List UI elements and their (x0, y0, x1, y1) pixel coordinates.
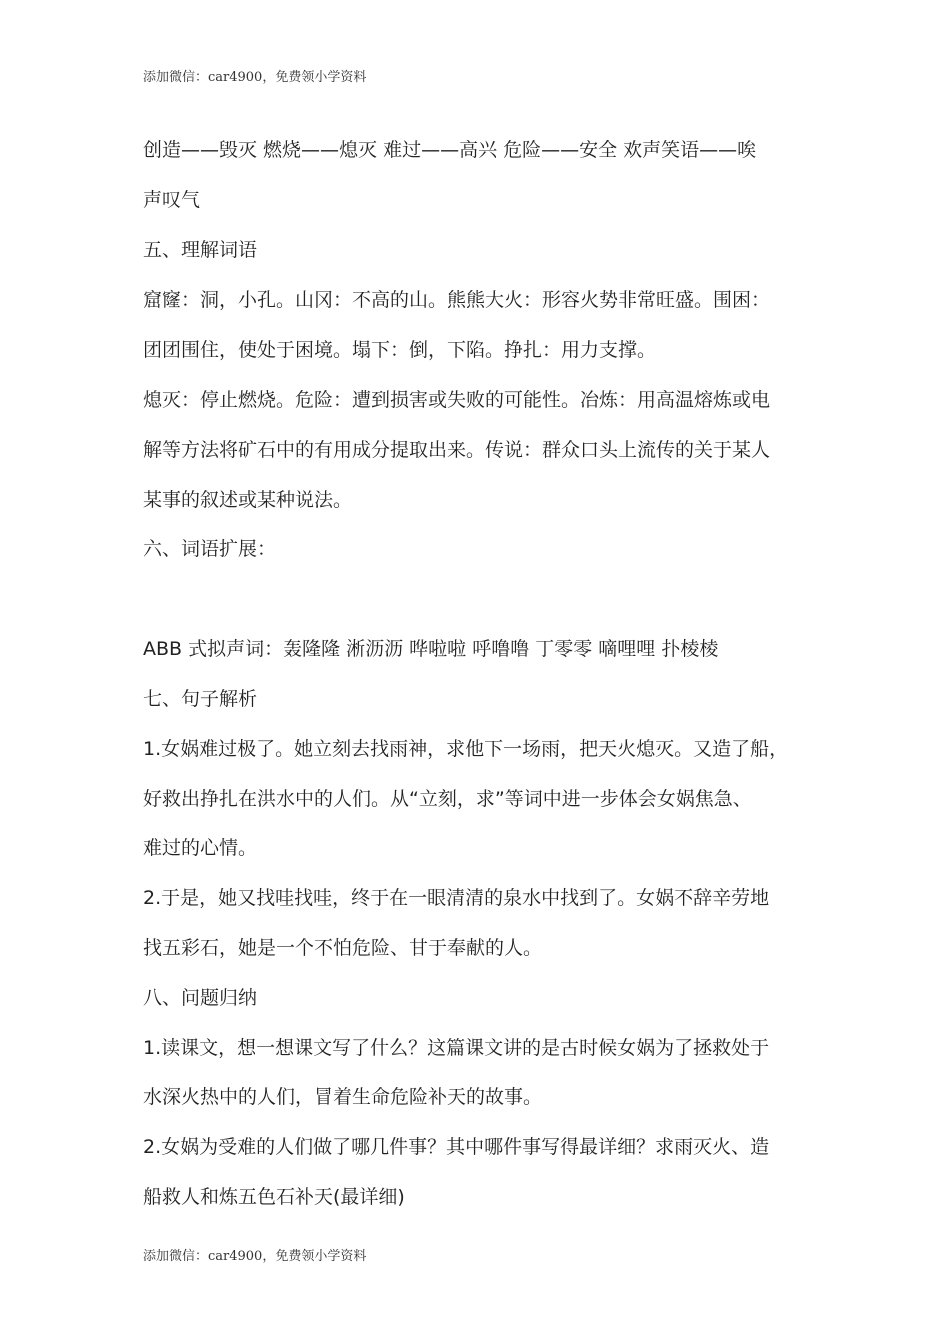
question-2-line-1: 2.女娲为受难的人们做了哪几件事？其中哪件事写得最详细？求雨灭火、造 (143, 1136, 770, 1158)
sentence-analysis-1-line-1: 1.女娲难过极了。她立刻去找雨神，求他下一场雨，把天火熄灭。又造了船， (143, 738, 789, 760)
word-definitions-line-4: 解等方法将矿石中的有用成分提取出来。传说：群众口头上流传的关于某人 (143, 439, 771, 461)
word-definitions-line-3: 熄灭：停止燃烧。危险：遭到损害或失败的可能性。冶炼：用高温熔炼或电 (143, 389, 771, 411)
page-header-note: 添加微信：car4900，免费领小学资料 (143, 70, 367, 85)
word-definitions-line-2: 团团围住，使处于困境。塌下：倒，下陷。挣扎：用力支撑。 (143, 339, 657, 361)
antonym-pairs-line-2: 声叹气 (143, 189, 201, 211)
question-2-line-2: 船救人和炼五色石补天(最详细) (143, 1186, 405, 1208)
section-heading-7: 七、句子解析 (143, 688, 258, 710)
word-definitions-line-1: 窟窿：洞，小孔。山冈：不高的山。熊熊大火：形容火势非常旺盛。围困： (143, 289, 771, 311)
section-heading-5: 五、理解词语 (143, 239, 258, 261)
question-1-line-2: 水深火热中的人们，冒着生命危险补天的故事。 (143, 1086, 543, 1108)
question-1-line-1: 1.读课文，想一想课文写了什么？这篇课文讲的是古时候女娲为了拯救处于 (143, 1037, 770, 1059)
sentence-analysis-1-line-3: 难过的心情。 (143, 837, 258, 859)
word-definitions-line-5: 某事的叙述或某种说法。 (143, 489, 353, 511)
sentence-analysis-2-line-2: 找五彩石，她是一个不怕危险、甘于奉献的人。 (143, 937, 543, 959)
abb-onomatopoeia-line: ABB 式拟声词：轰隆隆 淅沥沥 哗啦啦 呼噜噜 丁零零 嘀哩哩 扑棱棱 (143, 638, 719, 660)
page-footer-note: 添加微信：car4900，免费领小学资料 (143, 1249, 367, 1264)
section-heading-8: 八、问题归纳 (143, 987, 258, 1009)
section-heading-6: 六、词语扩展： (143, 538, 277, 560)
antonym-pairs-line-1: 创造——毁灭 燃烧——熄灭 难过——高兴 危险——安全 欢声笑语——唉 (143, 139, 757, 161)
sentence-analysis-2-line-1: 2.于是，她又找哇找哇，终于在一眼清清的泉水中找到了。女娲不辞辛劳地 (143, 887, 770, 909)
sentence-analysis-1-line-2: 好救出挣扎在洪水中的人们。从“立刻，求”等词中进一步体会女娲焦急、 (143, 788, 752, 810)
